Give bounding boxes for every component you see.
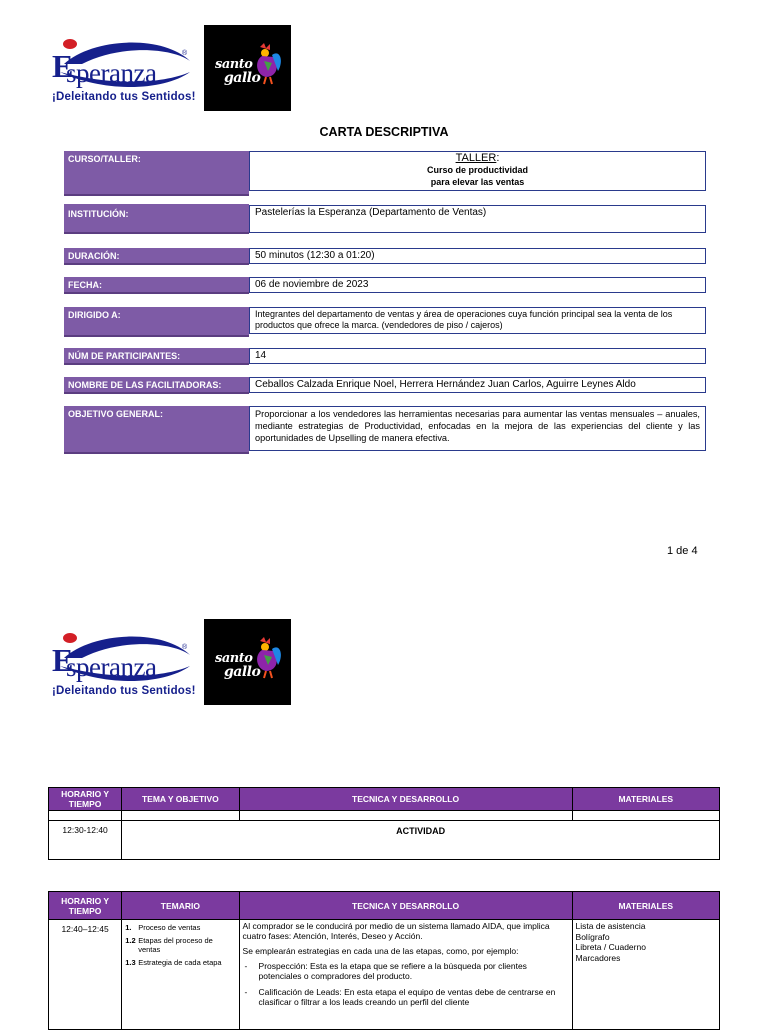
material-item: Libreta / Cuaderno [575, 942, 646, 952]
header-horario: HORARIO Y TIEMPO [49, 892, 122, 920]
dirigido-value: Integrantes del departamento de ventas y área de operaciones cuya función principal sea la venta de los productos que ofrece la marca. (vendedores de piso / cajeros) [249, 307, 706, 334]
desarrollo-strategies: Se emplearán estrategias en cada una de las etapas, como, por ejemplo: [242, 946, 519, 956]
header-horario: HORARIO Y TIEMPO [49, 788, 122, 811]
material-item: Lista de asistencia [575, 921, 646, 931]
temario-cell [122, 920, 239, 1030]
duracion-value: 50 minutos (12:30 a 01:20) [249, 248, 706, 264]
esperanza-tagline: ¡Deleitando tus Sentidos! [52, 685, 196, 697]
header-tema: TEMA Y OBJETIVO [122, 788, 239, 811]
schedule-time: 12:40–12:45 [49, 920, 122, 1030]
santo-gallo-logo-2 [204, 619, 291, 705]
curso-head: TALLER [455, 152, 497, 164]
page-number: 1 de 4 [667, 545, 698, 557]
materiales-cell [572, 920, 719, 1030]
esperanza-wordmark: speranza [66, 58, 157, 88]
esperanza-logo [52, 36, 202, 111]
desarrollo-intro: Al comprador se le conducirá por medio de un sistema llamado AIDA, que implica cuatro fases: Atención, Interés, Deseo y Acción. [242, 921, 550, 941]
facilitadoras-value: Ceballos Calzada Enrique Noel, Herrera Hernández Juan Carlos, Aguirre Leynes Aldo [249, 377, 706, 393]
esperanza-wordmark: speranza [66, 652, 157, 682]
header-materiales: MATERIALES [572, 892, 719, 920]
facilitadoras-label: NOMBRE DE LAS FACILITADORAS: [64, 377, 249, 394]
desarrollo-cell [239, 920, 572, 1030]
curso-head-colon: : [496, 152, 500, 164]
registered-mark: ® [182, 644, 188, 651]
desarrollo-bullet: - Prospección: Esta es la etapa que se refiere a la búsqueda por clientes potenciales o compradores del producto. [244, 961, 527, 981]
duracion-label: DURACIÓN: [64, 248, 249, 265]
activity-time: 12:30-12:40 [49, 821, 122, 860]
gallo-text: gallo [224, 664, 261, 680]
registered-mark: ® [182, 50, 188, 57]
dirigido-label: DIRIGIDO A: [64, 307, 249, 337]
material-item: Bolígrafo [575, 931, 610, 942]
fecha-value: 06 de noviembre de 2023 [249, 277, 706, 293]
gallo-text: gallo [224, 70, 261, 86]
header-temario: TEMARIO [122, 892, 239, 920]
participantes-label: NÚM DE PARTICIPANTES: [64, 348, 249, 365]
curso-label: CURSO/TALLER: [64, 151, 249, 196]
header-tecnica: TECNICA Y DESARROLLO [239, 788, 572, 811]
curso-value [249, 151, 706, 191]
esperanza-tagline: ¡Deleitando tus Sentidos! [52, 91, 196, 103]
santo-text: santo [215, 651, 253, 666]
page-title: CARTA DESCRIPTIVA [319, 125, 449, 139]
activity-table [48, 787, 720, 860]
santo-gallo-logo [204, 25, 291, 111]
esperanza-initial: E [52, 48, 73, 84]
material-item: Marcadores [575, 952, 621, 963]
esperanza-logo-2 [52, 630, 202, 705]
temario-item: 1.2 Etapas del proceso de ventas [125, 936, 213, 954]
temario-item: 1. Proceso de ventas [125, 923, 201, 932]
schedule-table [48, 891, 720, 1030]
institucion-label: INSTITUCIÓN: [64, 204, 249, 234]
objetivo-label: OBJETIVO GENERAL: [64, 406, 249, 454]
curso-line2: para elevar las ventas [430, 177, 525, 187]
curso-line1: Curso de productividad [426, 165, 528, 175]
header-tecnica: TECNICA Y DESARROLLO [239, 892, 572, 920]
temario-item: 1.3 Estrategia de cada etapa [125, 958, 222, 967]
objetivo-value: Proporcionar a los vendedores las herramientas necesarias para aumentar las ventas mensuales – anuales, mediante estrategias de Productividad, enfocadas en la mejora de las experiencias del cliente y las oportunidades de Upselling de manera efectiva. [249, 406, 706, 451]
desarrollo-bullet: - Calificación de Leads: En esta etapa el equipo de ventas debe de centrarse en clasificar o filtrar a los leads creando un perfil del cliente [244, 987, 556, 1007]
esperanza-initial: E [52, 642, 73, 678]
fecha-label: FECHA: [64, 277, 249, 294]
participantes-value: 14 [249, 348, 706, 364]
institucion-value: Pastelerías la Esperanza (Departamento de Ventas) [249, 205, 706, 233]
header-materiales: MATERIALES [572, 788, 719, 811]
activity-label: ACTIVIDAD [122, 821, 720, 860]
santo-text: santo [215, 57, 253, 72]
